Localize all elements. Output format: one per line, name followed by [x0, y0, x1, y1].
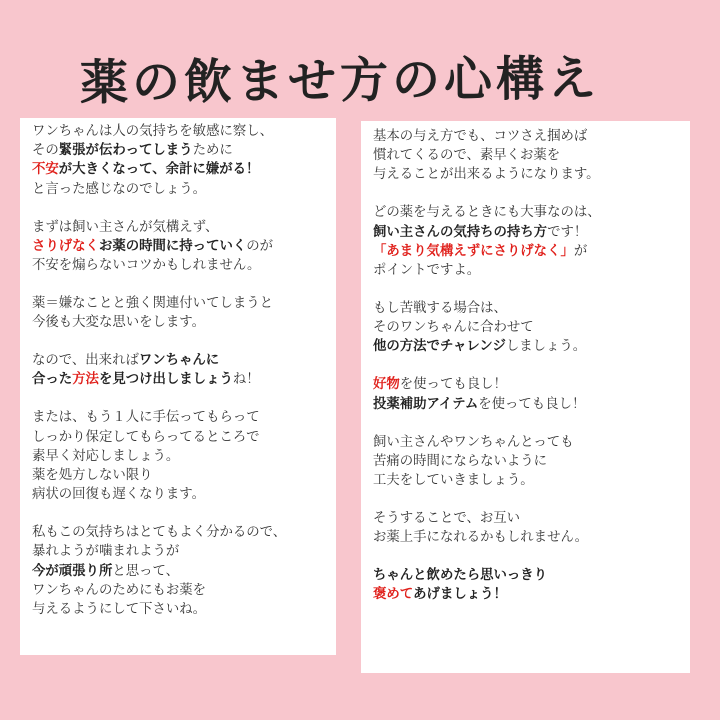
bold-text: 投薬補助アイテム [373, 396, 479, 412]
bold-text: を見つけ出しましょう [98, 372, 233, 388]
text-segment: なので、出来れば [32, 353, 139, 369]
text-line: お薬上手になれるかもしれません。 [373, 530, 589, 546]
text-line: 病状の回復も遅くなります。 [32, 487, 206, 503]
text-segment: と思って、 [112, 563, 180, 579]
text-line [32, 237, 326, 256]
text-line: ポイントですよ。 [373, 263, 481, 279]
paragraph [373, 566, 680, 604]
text-segment: のが [246, 238, 274, 254]
text-line: または、もう１人に手伝ってもらって [32, 410, 260, 426]
text-line: ワンちゃんのためにもお薬を [32, 582, 207, 598]
text-line: 基本の与え方でも、コツさえ掴めば [373, 129, 588, 144]
paragraph [373, 433, 680, 491]
text-line [373, 337, 680, 356]
text-line: 苦痛の時間にならないように [373, 453, 548, 469]
bold-text: 緊張が伝わってしまう [58, 143, 193, 159]
text-line [32, 562, 326, 581]
paragraph [32, 218, 326, 276]
text-line: そのワンちゃんに合わせて [373, 320, 534, 336]
red-bold-text: 褒めて [373, 587, 414, 603]
text-line: ワンちゃんは人の気持ちを敏感に察し、 [32, 124, 274, 139]
text-line: 慣れてくるので、素早くお薬を [373, 148, 561, 164]
bold-text: 合った [32, 372, 73, 388]
text-line: 飼い主さんやワンちゃんとっても [373, 434, 574, 450]
text-line [32, 351, 326, 370]
paragraph [373, 299, 680, 357]
text-segment: です！ [547, 224, 588, 240]
paragraph [373, 509, 680, 547]
text-line: 与えることが出来るようになります。 [373, 167, 600, 183]
text-segment: ね！ [232, 372, 260, 388]
text-segment: その [32, 143, 59, 159]
text-line: 素早く対応しましょう。 [32, 448, 180, 464]
text-line [373, 375, 680, 394]
text-line: 今後も大変な思いをします。 [32, 315, 206, 331]
paragraph [32, 122, 326, 199]
paragraph [32, 408, 326, 504]
text-segment: を使っても良し！ [478, 396, 586, 412]
text-line: まずは飼い主さんが気構えず、 [32, 219, 219, 235]
paragraph [32, 351, 326, 389]
text-line [373, 566, 680, 585]
text-line: 暴れようが噛まれようが [32, 544, 180, 560]
page-title: 薬の飲ませ方の心構え [79, 50, 601, 112]
text-line [32, 141, 326, 160]
paragraph [373, 203, 680, 280]
text-segment: ために [192, 143, 233, 159]
text-segment: が [573, 243, 588, 259]
text-line [373, 242, 680, 261]
bold-text: お薬の時間に持っていく [98, 238, 247, 254]
red-bold-text: 好物 [373, 377, 400, 393]
paragraph [373, 127, 680, 185]
text-line: 不安を煽らないコツかもしれません。 [32, 258, 261, 274]
bold-text: あげましょう！ [413, 587, 507, 603]
bold-text: ワンちゃんに [138, 353, 220, 369]
text-line: しっかり保定してもらってるところで [32, 429, 260, 445]
text-line: もし苦戦する場合は、 [373, 301, 507, 317]
red-bold-text: 「あまり気構えずにさりげなく」 [373, 243, 574, 259]
bold-text: 飼い主さんの気持ちの持ち方 [373, 224, 548, 240]
text-line [373, 223, 680, 242]
red-bold-text: 不安 [32, 162, 59, 178]
bold-text: 他の方法でチャレンジ [373, 339, 506, 355]
text-line [32, 370, 326, 389]
bold-text: ちゃんと飲めたら思いっきり [373, 568, 548, 584]
text-line [373, 395, 680, 414]
text-line: どの薬を与えるときにも大事なのは、 [373, 205, 601, 221]
paragraph [32, 294, 326, 332]
left-text-panel [20, 118, 336, 655]
bold-text: 今が頑張り所 [32, 563, 113, 579]
red-bold-text: さりげなく [32, 238, 99, 254]
text-line: 私もこの気持ちはとてもよく分かるので、 [32, 525, 287, 541]
right-text-panel [361, 121, 690, 673]
text-line: 薬＝嫌なことと強く関連付いてしまうと [32, 296, 274, 312]
bold-text: が大きくなって、余計に嫌がる！ [58, 162, 260, 178]
red-bold-text: 方法 [72, 372, 99, 388]
text-line: 薬を処方しない限り [32, 468, 153, 484]
text-line: 与えるようにして下さいね。 [32, 602, 207, 618]
text-line [32, 160, 326, 179]
text-segment: を使っても良し！ [399, 377, 507, 393]
paragraph [32, 523, 326, 619]
text-line [373, 585, 680, 604]
text-line: と言った感じなのでしょう。 [32, 181, 207, 197]
paragraph [373, 375, 680, 413]
text-line: そうすることで、お互い [373, 511, 521, 527]
text-line: 工夫をしていきましょう。 [373, 473, 534, 489]
text-segment: しましょう。 [505, 339, 587, 355]
